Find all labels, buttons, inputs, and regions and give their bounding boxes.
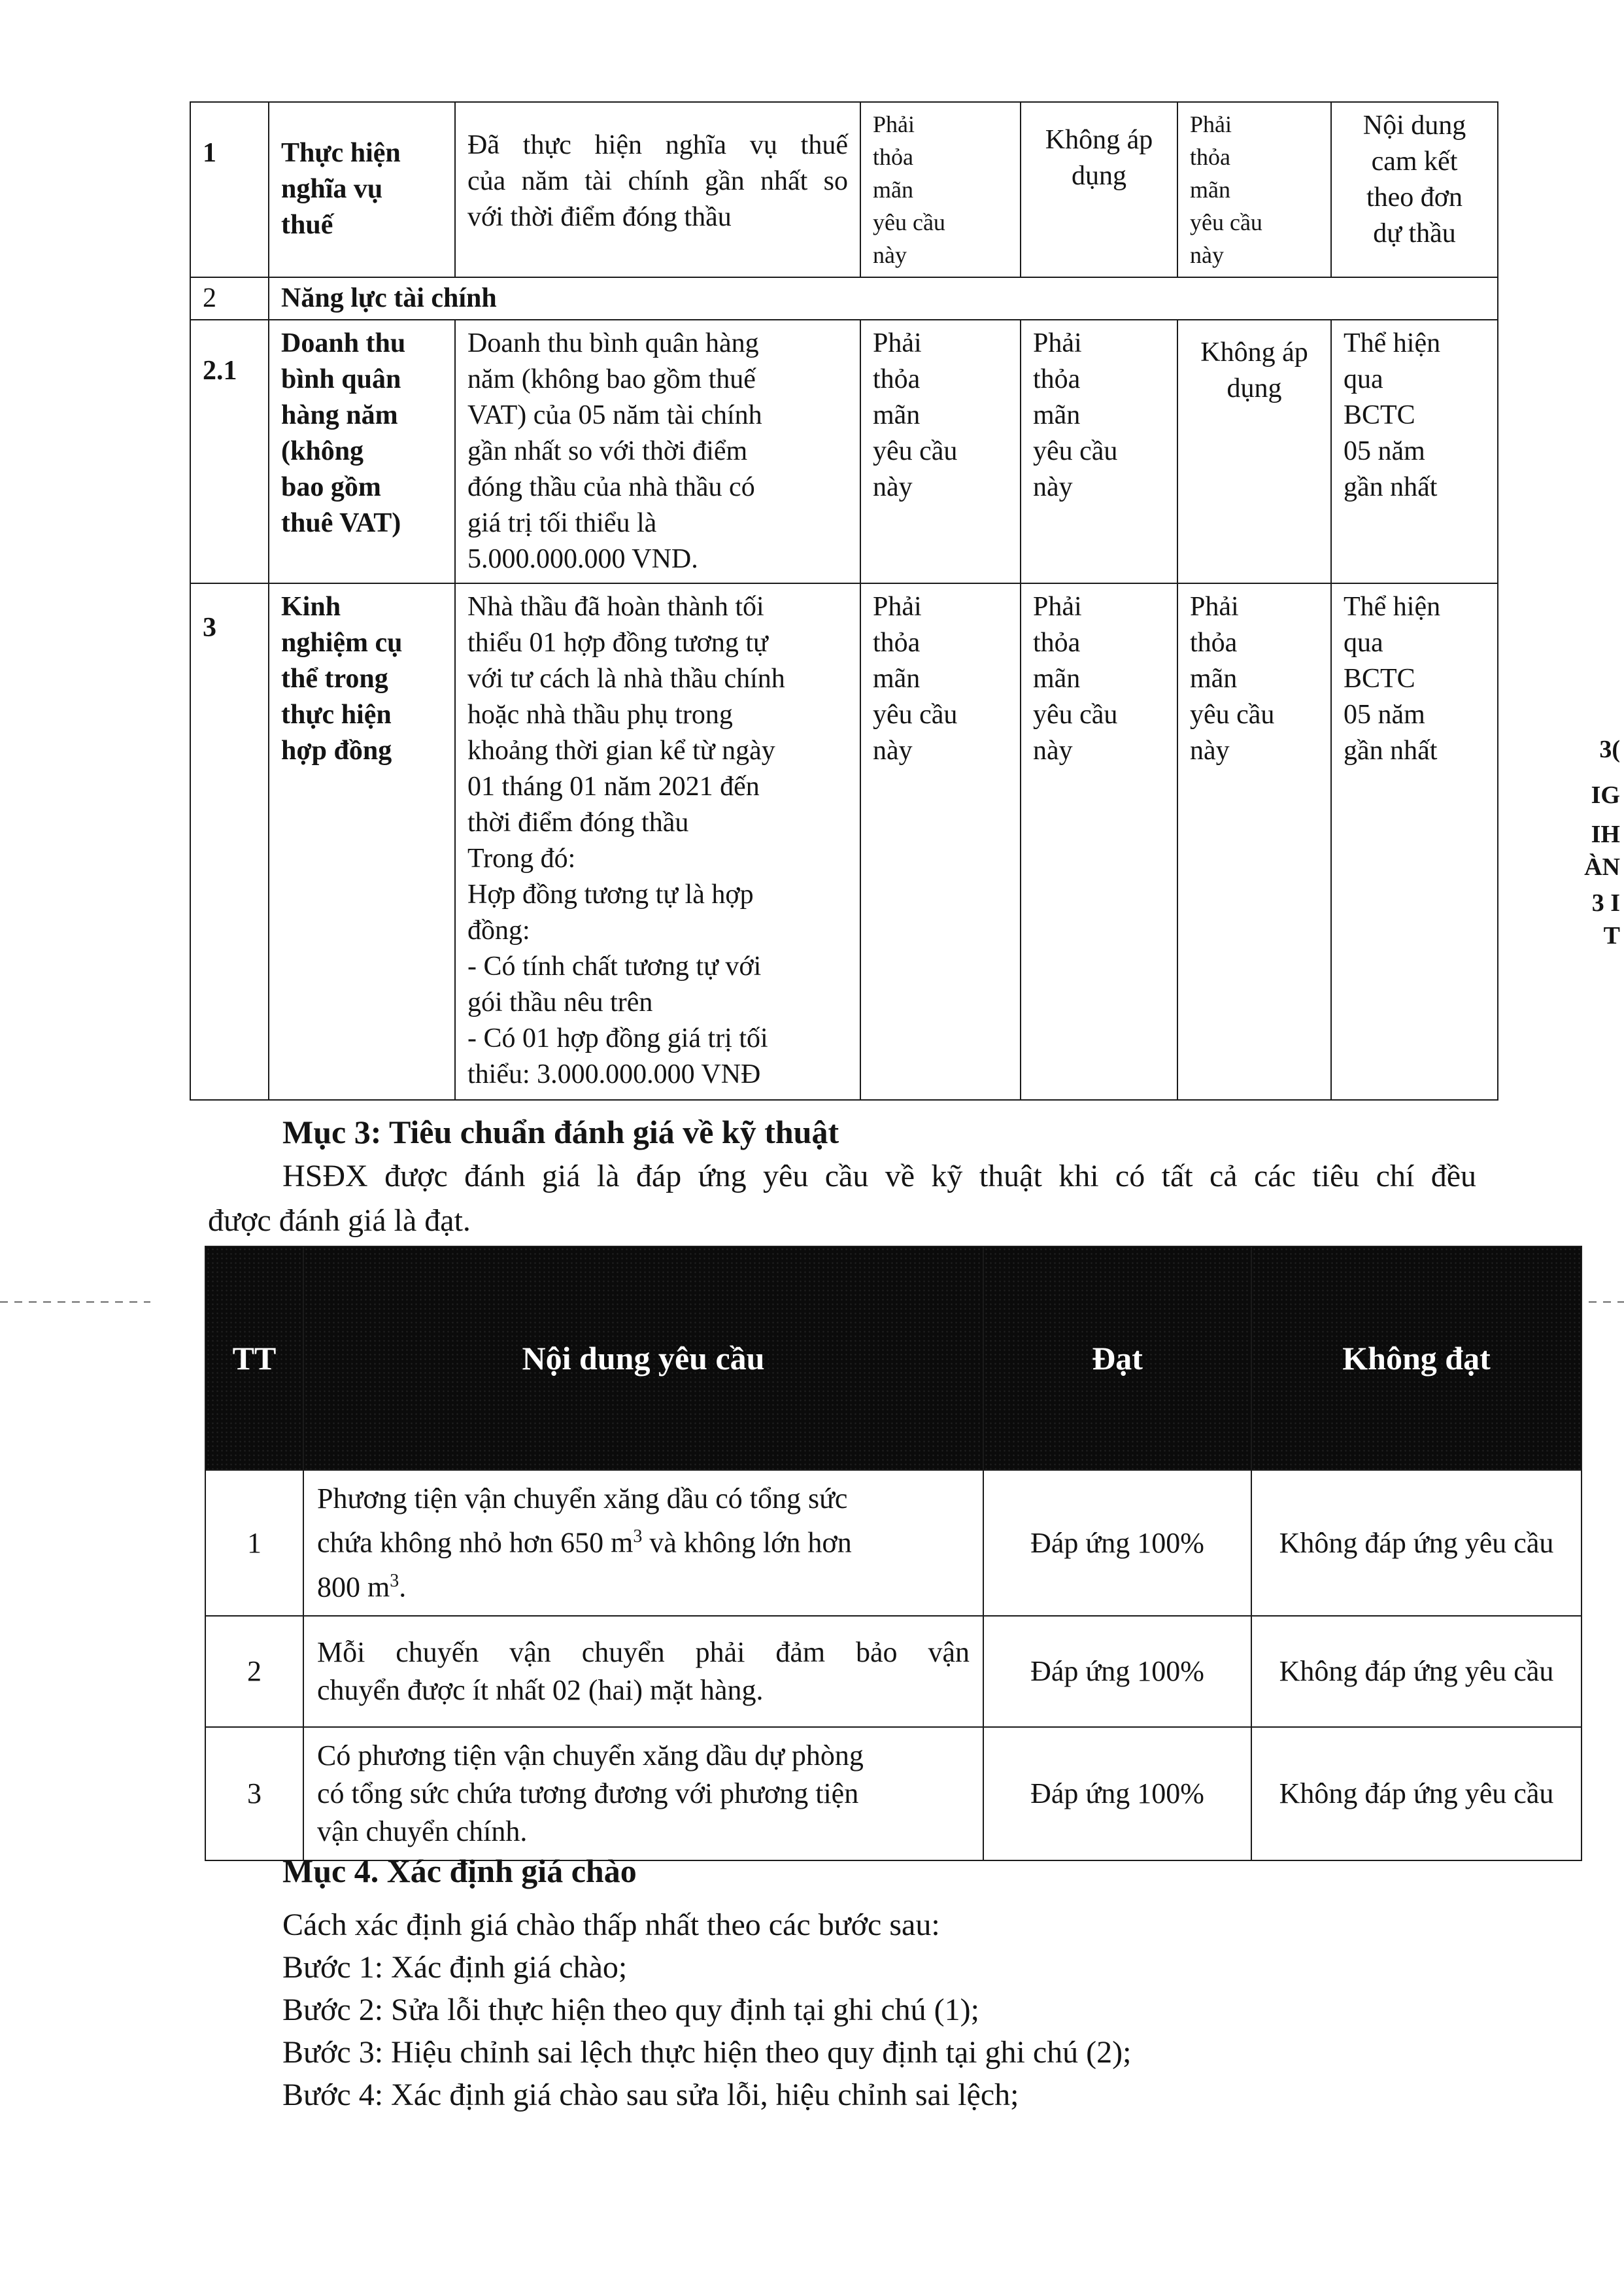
edge-fragment: T bbox=[1603, 922, 1620, 950]
assessment-cell: Phải thỏa mãn yêu cầu này bbox=[1021, 320, 1177, 583]
row-number: 3 bbox=[190, 583, 269, 1100]
step-item: Bước 1: Xác định giá chào; bbox=[282, 1950, 628, 1985]
row-number: 2 bbox=[190, 277, 269, 320]
section-3-intro: HSĐX được đánh giá là đáp ứng yêu cầu về kỹ thuật khi có tất cả các tiêu chí đều bbox=[282, 1159, 1476, 1193]
row-number: 2 bbox=[205, 1616, 303, 1727]
fail-cell: Không đáp ứng yêu cầu bbox=[1251, 1470, 1582, 1616]
assessment-cell: Phải thỏa mãn yêu cầu này bbox=[860, 583, 1021, 1100]
table-row bbox=[205, 1727, 1582, 1860]
requirement-cell: Đã thực hiện nghĩa vụ thuế của năm tài chính gần nhất so với thời điểm đóng thầu bbox=[455, 102, 860, 277]
assessment-cell: Không áp dụng bbox=[1021, 102, 1177, 277]
requirement-cell: Doanh thu bình quân hàng năm (không bao gồm thuế VAT) của 05 năm tài chính gần nhất so với thời điểm đóng thầu của nhà thầu có giá trị tối thiểu là 5.000.000.000 VND. bbox=[455, 320, 860, 583]
row-number: 1 bbox=[205, 1470, 303, 1616]
edge-fragment: ÀN bbox=[1584, 853, 1620, 881]
table-row bbox=[190, 102, 1498, 277]
table-row bbox=[190, 320, 1498, 583]
section-4-heading: Mục 4. Xác định giá chào bbox=[282, 1853, 637, 1889]
row-number: 3 bbox=[205, 1727, 303, 1860]
section-3-intro-cont: được đánh giá là đạt. bbox=[208, 1203, 471, 1238]
fail-cell: Không đáp ứng yêu cầu bbox=[1251, 1727, 1582, 1860]
table-row bbox=[190, 583, 1498, 1100]
pass-cell: Đáp ứng 100% bbox=[983, 1470, 1251, 1616]
technical-criteria-table bbox=[205, 1246, 1582, 1861]
edge-fragment: IG bbox=[1591, 781, 1620, 809]
fold-line bbox=[0, 1301, 150, 1303]
section-title: Năng lực tài chính bbox=[269, 277, 1498, 320]
header-tt: TT bbox=[205, 1246, 303, 1470]
assessment-cell: Phải thỏa mãn yêu cầu này bbox=[1021, 583, 1177, 1100]
assessment-cell: Phải thỏa mãn yêu cầu này bbox=[1177, 102, 1331, 277]
assessment-cell: Phải thỏa mãn yêu cầu này bbox=[860, 320, 1021, 583]
documentation-cell: Thể hiện qua BCTC 05 năm gần nhất bbox=[1331, 583, 1498, 1100]
requirement-cell: Phương tiện vận chuyển xăng dầu có tổng sức chứa không nhỏ hơn 650 $m^3$ và không lớn hơn 800 $m^3$. bbox=[303, 1470, 983, 1616]
row-number: 2.1 bbox=[190, 320, 269, 583]
assessment-cell: Phải thỏa mãn yêu cầu này bbox=[1177, 583, 1331, 1100]
assessment-cell: Phải thỏa mãn yêu cầu này bbox=[860, 102, 1021, 277]
header-content: Nội dung yêu cầu bbox=[303, 1246, 983, 1470]
section-row bbox=[190, 277, 1498, 320]
requirement-cell: Mỗi chuyến vận chuyển phải đảm bảo vận chuyển được ít nhất 02 (hai) mặt hàng. bbox=[303, 1616, 983, 1727]
step-item: Bước 4: Xác định giá chào sau sửa lỗi, hiệu chỉnh sai lệch; bbox=[282, 2078, 1019, 2112]
section-3-heading: Mục 3: Tiêu chuẩn đánh giá về kỹ thuật bbox=[282, 1114, 839, 1150]
requirement-cell: Nhà thầu đã hoàn thành tối thiểu 01 hợp đồng tương tự với tư cách là nhà thầu chính hoặc nhà thầu phụ trong khoảng thời gian kể từ ngày 01 tháng 01 năm 2021 đến thời điểm đóng thầu Trong đó: Hợp đồng tương tự là hợp đồng: - Có tính chất tương tự với gói thầu nêu trên - Có 01 hợp đồng giá trị tối thiểu: 3.000.000.000 VNĐ bbox=[455, 583, 860, 1100]
requirement-cell: Có phương tiện vận chuyển xăng dầu dự phòng có tổng sức chứa tương đương với phương tiện vận chuyển chính. bbox=[303, 1727, 983, 1860]
edge-fragment: 3 I bbox=[1591, 889, 1620, 917]
section-4-intro: Cách xác định giá chào thấp nhất theo các bước sau: bbox=[282, 1908, 940, 1942]
criterion-cell: Thực hiện nghĩa vụ thuế bbox=[269, 102, 455, 277]
fail-cell: Không đáp ứng yêu cầu bbox=[1251, 1616, 1582, 1727]
fold-line bbox=[1589, 1301, 1624, 1303]
documentation-cell: Nội dung cam kết theo đơn dự thầu bbox=[1331, 102, 1498, 277]
step-item: Bước 3: Hiệu chỉnh sai lệch thực hiện theo quy định tại ghi chú (2); bbox=[282, 2035, 1132, 2070]
edge-fragment: 3( bbox=[1599, 736, 1620, 763]
pass-cell: Đáp ứng 100% bbox=[983, 1616, 1251, 1727]
table-row bbox=[205, 1616, 1582, 1727]
table-row bbox=[205, 1470, 1582, 1616]
pass-cell: Đáp ứng 100% bbox=[983, 1727, 1251, 1860]
table-header-row bbox=[205, 1246, 1582, 1470]
edge-fragment: IH bbox=[1591, 821, 1620, 848]
header-fail: Không đạt bbox=[1251, 1246, 1582, 1470]
row-number: 1 bbox=[190, 102, 269, 277]
criterion-cell: Doanh thu bình quân hàng năm (không bao gồm thuê VAT) bbox=[269, 320, 455, 583]
eligibility-criteria-table bbox=[190, 101, 1498, 1101]
assessment-cell: Không áp dụng bbox=[1177, 320, 1331, 583]
criterion-cell: Kinh nghiệm cụ thể trong thực hiện hợp đồng bbox=[269, 583, 455, 1100]
documentation-cell: Thể hiện qua BCTC 05 năm gần nhất bbox=[1331, 320, 1498, 583]
header-pass: Đạt bbox=[983, 1246, 1251, 1470]
step-item: Bước 2: Sửa lỗi thực hiện theo quy định tại ghi chú (1); bbox=[282, 1993, 979, 2027]
